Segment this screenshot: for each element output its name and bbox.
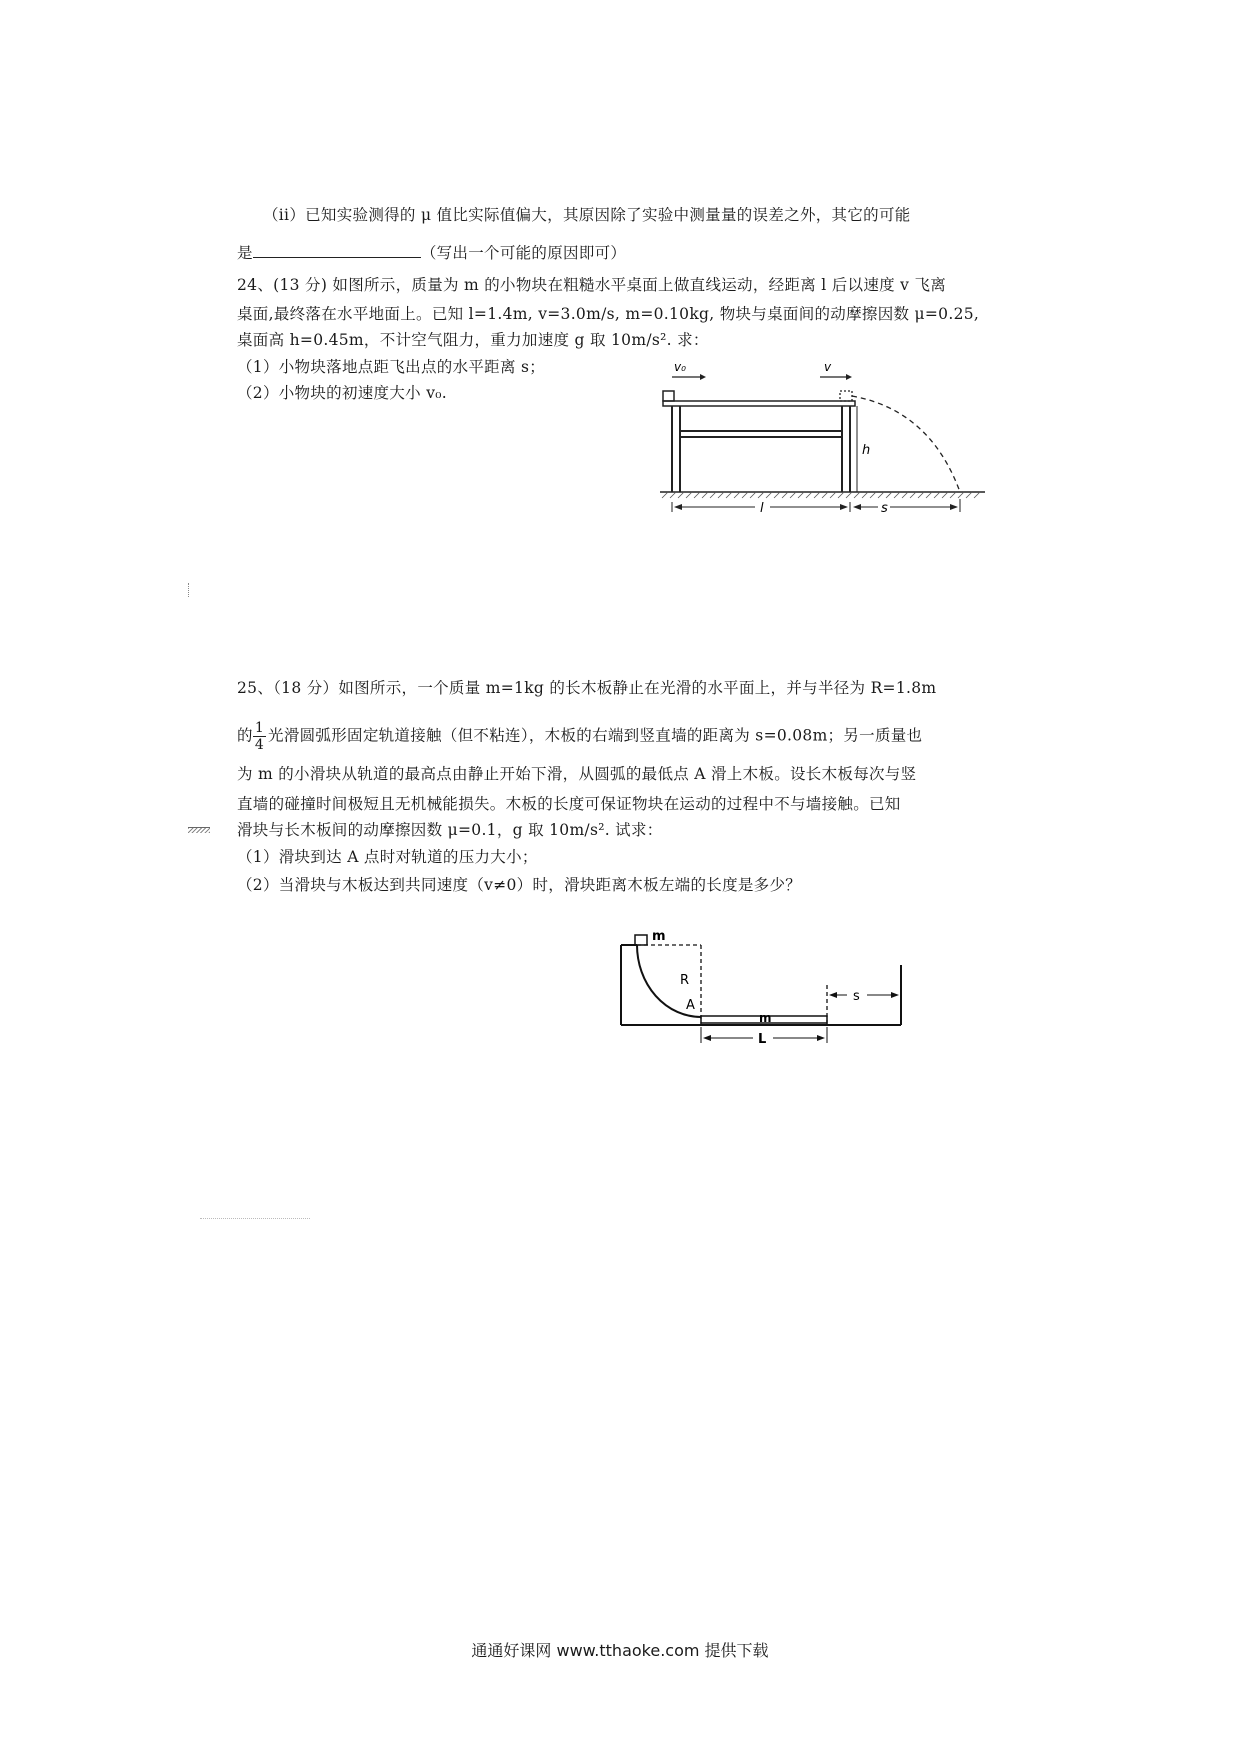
- length-l-label: L: [758, 1032, 767, 1047]
- q25-line3: 为 m 的小滑块从轨道的最高点由静止开始下滑，从圆弧的最低点 A 滑上木板。设长木板每次与竖: [237, 765, 917, 783]
- fraction-denominator: 4: [254, 737, 265, 753]
- h-label: h: [862, 443, 871, 458]
- q25-line2: [237, 720, 922, 753]
- q24-sub2: （2）小物块的初速度大小 v₀.: [237, 384, 447, 402]
- q23-ii-line1: （ii）已知实验测得的 μ 值比实际值偏大，其原因除了实验中测量量的误差之外，其它的可能: [263, 206, 911, 224]
- answer-blank: [253, 243, 421, 258]
- q24-line3: 桌面高 h=0.45m，不计空气阻力，重力加速度 g 取 10m/s². 求：: [237, 331, 709, 349]
- footer-credit: 通通好课网 www.tthaoke.com 提供下载: [471, 1641, 769, 1660]
- v-label: v: [824, 360, 832, 374]
- q25-line5: 滑块与长木板间的动摩擦因数 μ=0.1，g 取 10m/s². 试求：: [237, 821, 663, 839]
- block-m-label: m: [652, 929, 666, 944]
- q24-line2: 桌面,最终落在水平地面上。已知 l=1.4m, v=3.0m/s, m=0.10kg, 物块与桌面间的动摩擦因数 μ=0.25,: [237, 305, 980, 323]
- q25-line4: 直墙的碰撞时间极短且无机械能损失。木板的长度可保证物块在运动的过程中不与墙接触。已知: [237, 795, 901, 813]
- q25-line1: 25、（18 分）如图所示，一个质量 m=1kg 的长木板静止在光滑的水平面上，并与半径为 R=1.8m: [237, 679, 937, 697]
- q23-ii-prefix: 是: [237, 244, 253, 262]
- fraction-numerator: 1: [254, 720, 265, 736]
- table-projectile-diagram: [660, 355, 990, 515]
- q23-ii-suffix: （写出一个可能的原因即可）: [420, 244, 627, 262]
- quarter-fraction: [253, 720, 266, 753]
- q24-sub1: （1）小物块落地点距飞出点的水平距离 s；: [237, 358, 546, 376]
- v0-label: v₀: [674, 360, 686, 374]
- arc-board-wall-diagram: [615, 925, 915, 1065]
- board-m-label: m: [759, 1011, 772, 1025]
- scan-mark-hatch: [188, 827, 210, 833]
- s-label: s: [881, 501, 888, 515]
- scan-mark: [188, 583, 191, 597]
- q25-line2-prefix: 的: [237, 726, 253, 745]
- scan-artifact: [200, 1218, 310, 1225]
- l-label: l: [760, 501, 764, 515]
- q25-sub2: （2）当滑块与木板达到共同速度（v≠0）时，滑块距离木板左端的长度是多少？: [237, 876, 802, 894]
- point-a-label: A: [686, 998, 695, 1013]
- q25-line2-text: 光滑圆弧形固定轨道接触（但不粘连），木板的右端到竖直墙的距离为 s=0.08m；另一质量也: [268, 726, 923, 745]
- radius-label: R: [680, 973, 690, 988]
- q24-line1: 24、(13 分) 如图所示，质量为 m 的小物块在粗糙水平桌面上做直线运动，经距离 l 后以速度 v 飞离: [237, 276, 947, 294]
- q25-sub1: （1）滑块到达 A 点时对轨道的压力大小；: [237, 848, 538, 866]
- s-distance-label: s: [853, 989, 860, 1004]
- q23-ii-line2: [237, 241, 626, 263]
